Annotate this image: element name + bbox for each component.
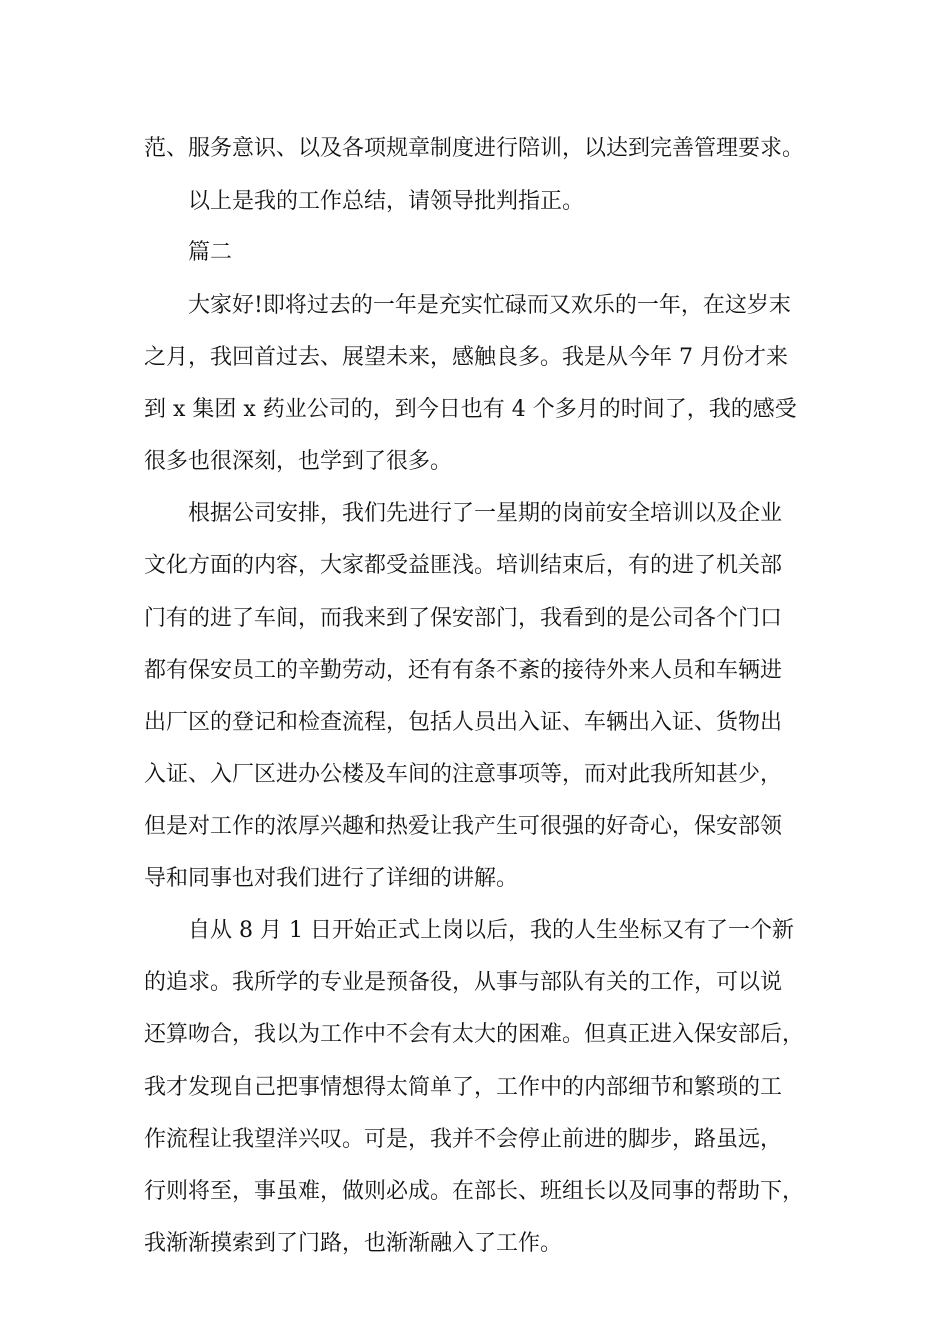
text-line: 很多也很深刻，也学到了很多。 [144, 449, 453, 474]
section-heading: 篇二 [188, 240, 233, 265]
text-line: 作流程让我望洋兴叹。可是，我并不会停止前进的脚步，路虽远， [144, 1127, 783, 1152]
text-line: 文化方面的内容，大家都受益匪浅。培训结束后，有的进了机关部 [144, 553, 783, 578]
text-line: 以上是我的工作总结，请领导批判指正。 [188, 189, 585, 214]
text-line: 我渐渐摸索到了门路，也渐渐融入了工作。 [144, 1231, 563, 1256]
text-line: 还算吻合，我以为工作中不会有太大的困难。但真正进入保安部后， [144, 1022, 805, 1047]
text-line: 我才发现自己把事情想得太简单了，工作中的内部细节和繁琐的工 [144, 1075, 783, 1100]
text-line: 大家好!即将过去的一年是充实忙碌而又欢乐的一年，在这岁末 [188, 293, 791, 318]
text-line: 但是对工作的浓厚兴趣和热爱让我产生可很强的好奇心，保安部领 [144, 814, 783, 839]
text-line: 入证、入厂区进办公楼及车间的注意事项等，而对此我所知甚少， [144, 762, 783, 787]
text-line: 的追求。我所学的专业是预备役，从事与部队有关的工作，可以说 [144, 970, 783, 995]
text-line: 范、服务意识、以及各项规章制度进行陪训，以达到完善管理要求。 [144, 136, 805, 161]
text-line: 根据公司安排，我们先进行了一星期的岗前安全培训以及企业 [188, 501, 783, 526]
text-line: 行则将至，事虽难，做则必成。在部长、班组长以及同事的帮助下， [144, 1179, 805, 1204]
text-line: 自从 8 月 1 日开始正式上岗以后，我的人生坐标又有了一个新 [188, 918, 794, 943]
text-line: 导和同事也对我们进行了详细的讲解。 [144, 866, 519, 891]
text-line: 之月，我回首过去、展望未来，感触良多。我是从今年 7 月份才来 [144, 345, 788, 370]
text-line: 到 x 集团 x 药业公司的，到今日也有 4 个多月的时间了，我的感受 [144, 397, 797, 422]
text-line: 都有保安员工的辛勤劳动，还有有条不紊的接待外来人员和车辆进 [144, 658, 783, 683]
text-line: 出厂区的登记和检查流程，包括人员出入证、车辆出入证、货物出 [144, 710, 783, 735]
text-line: 门有的进了车间，而我来到了保安部门，我看到的是公司各个门口 [144, 606, 783, 631]
